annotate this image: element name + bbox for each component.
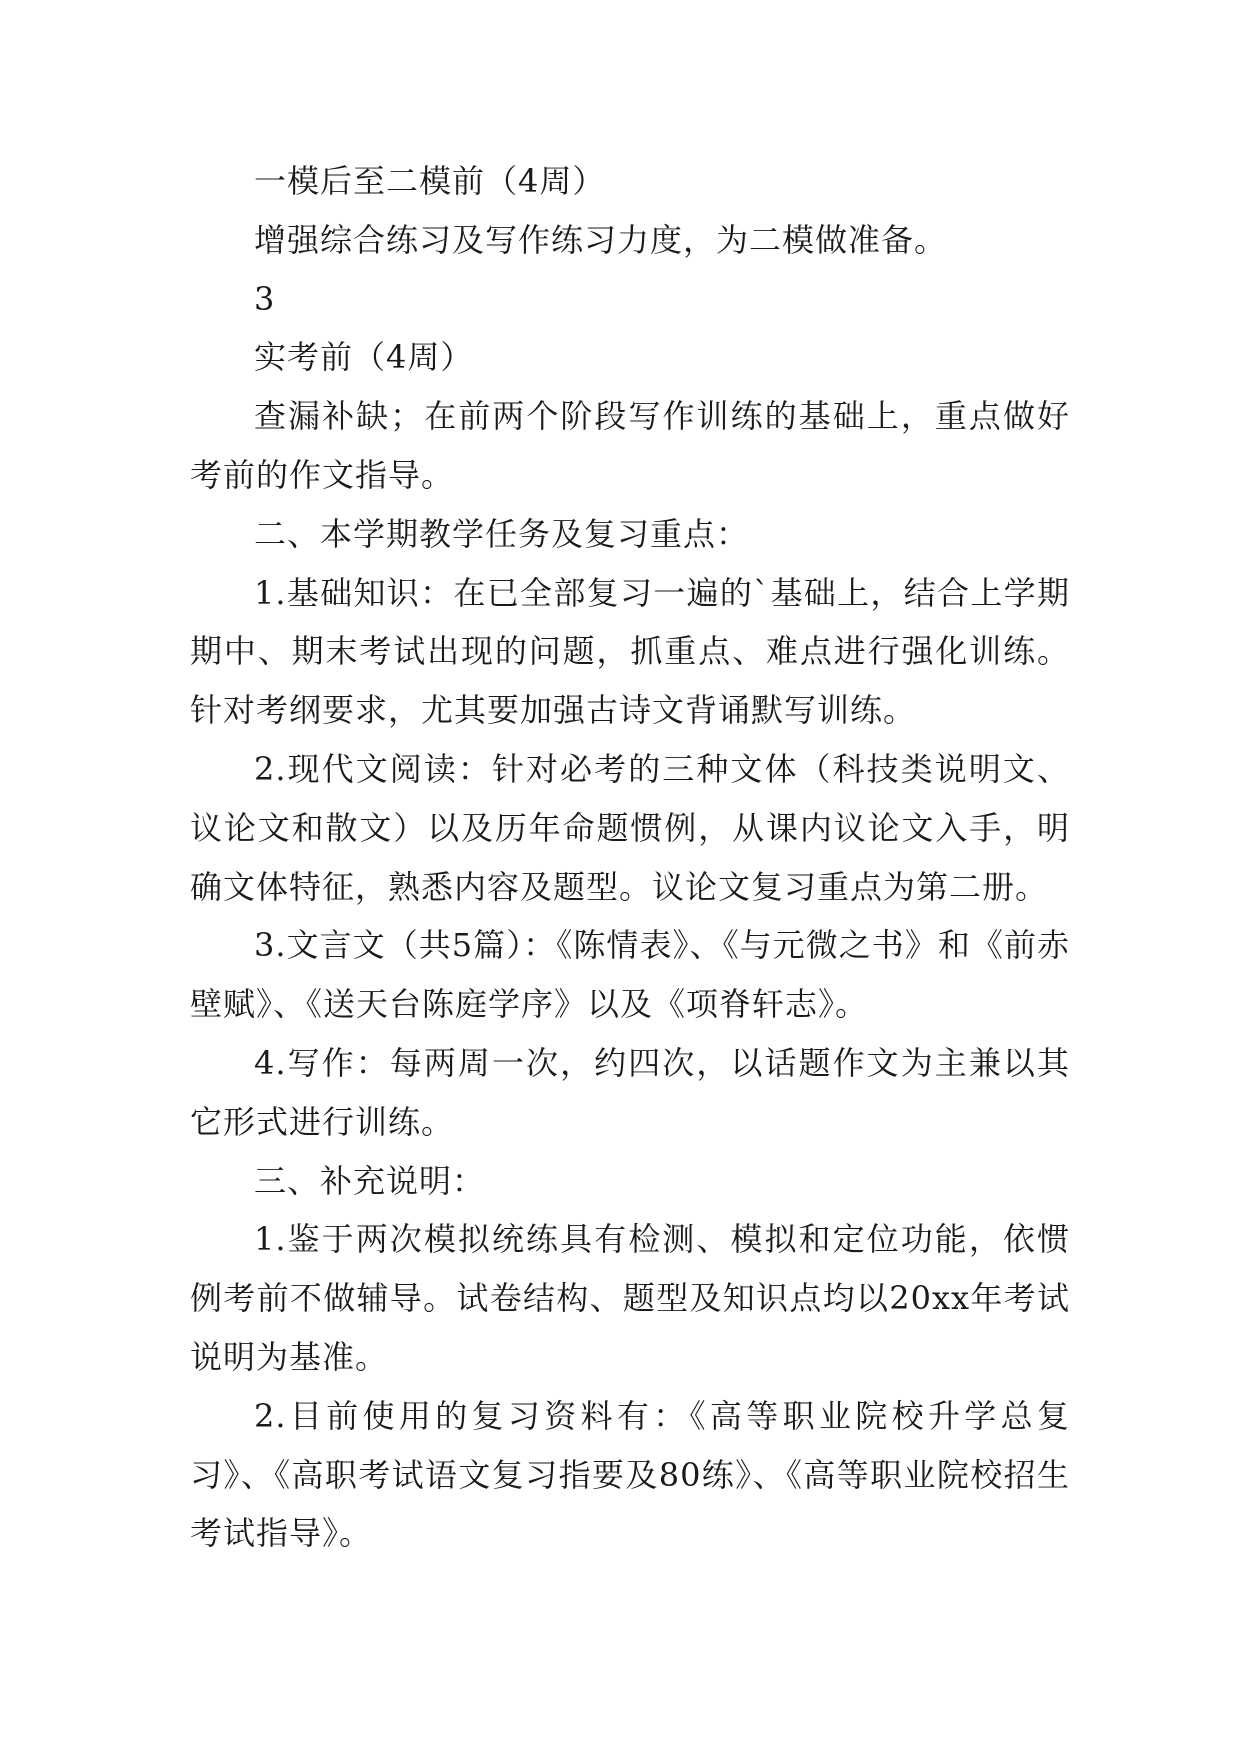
paragraph-classical-chinese: 3.文言文（共5篇）：《陈情表》、《与元微之书》和《前赤壁赋》、《送天台陈庭学序》以及《项脊轩志》。	[190, 926, 1070, 1024]
paragraph-note-2: 2.目前使用的复习资料有：《高等职业院校升学总复习》、《高职考试语文复习指要及80练》、《高等职业院校招生考试指导》。	[190, 1396, 1070, 1553]
paragraph-phase-2-goal: 增强综合练习及写作练习力度，为二模做准备。	[254, 220, 948, 259]
paragraph-basic-knowledge: 1.基础知识：在已全部复习一遍的`基础上，结合上学期期中、期末考试出现的问题，抓重点、难点进行强化训练。针对考纲要求，尤其要加强古诗文背诵默写训练。	[190, 573, 1070, 730]
paragraph-phase-3-goal: 查漏补缺；在前两个阶段写作训练的基础上，重点做好考前的作文指导。	[190, 397, 1070, 494]
section-heading-tasks: 二、本学期教学任务及复习重点：	[254, 514, 750, 553]
heading-phase-3: 实考前（4周）	[254, 338, 474, 377]
paragraph-modern-reading: 2.现代文阅读：针对必考的三种文体（科技类说明文、议论文和散文）以及历年命题惯例，从课内议论文入手，明确文体特征，熟悉内容及题型。议论文复习重点为第二册。	[190, 749, 1070, 906]
section-heading-notes: 三、补充说明：	[254, 1161, 486, 1200]
heading-phase-2: 一模后至二模前（4周）	[254, 162, 606, 200]
phase-number: 3	[254, 279, 276, 318]
paragraph-writing: 4.写作：每两周一次，约四次，以话题作文为主兼以其它形式进行训练。	[190, 1043, 1070, 1141]
paragraph-note-1: 1.鉴于两次模拟统练具有检测、模拟和定位功能，依惯例考前不做辅导。试卷结构、题型及知识点均以20xx年考试说明为基准。	[190, 1220, 1070, 1376]
document-body	[190, 152, 1070, 1563]
